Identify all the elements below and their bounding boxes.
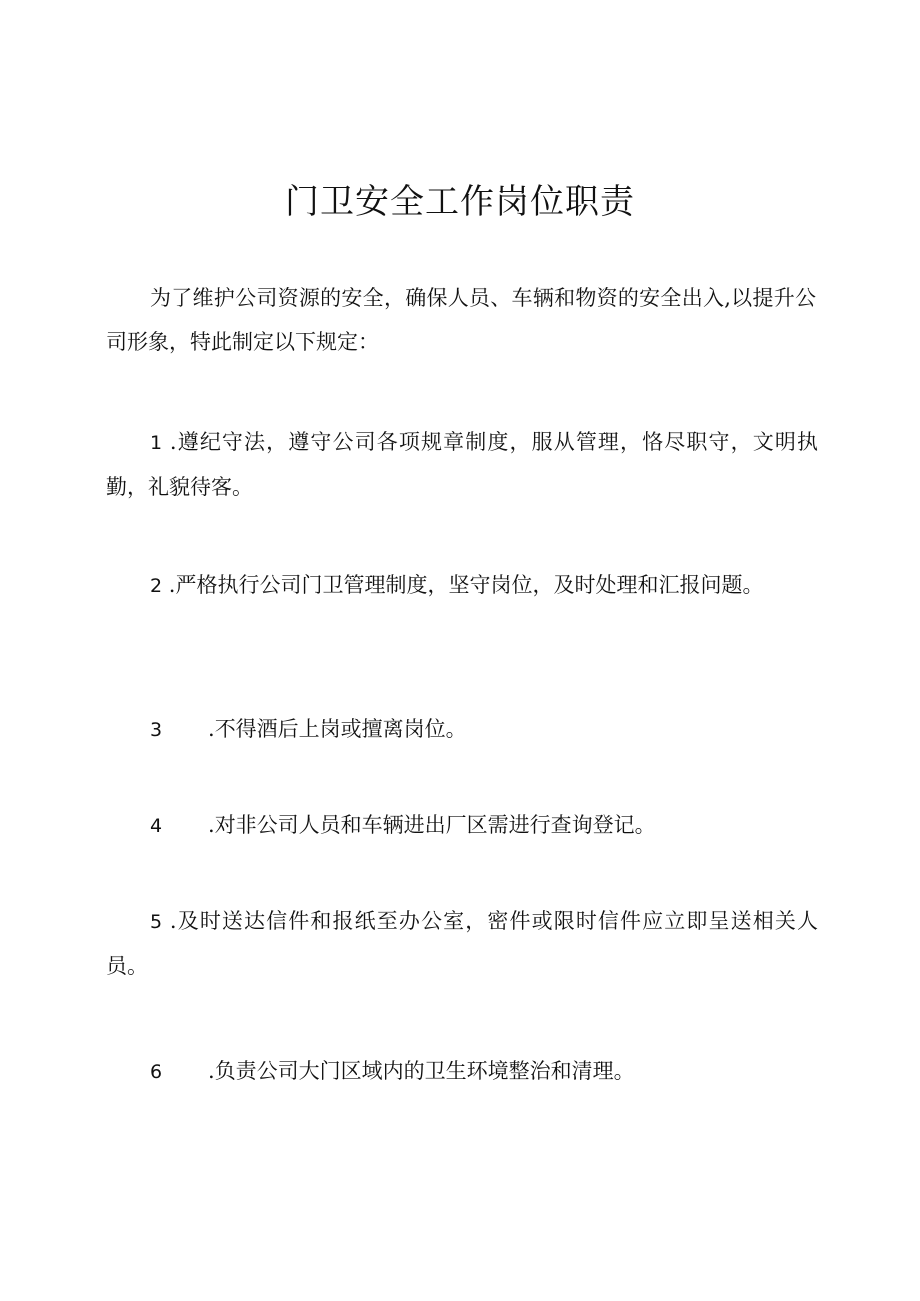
item-separator: .	[208, 717, 215, 741]
item-number: 5	[150, 911, 163, 933]
list-item	[106, 707, 818, 752]
list-item	[106, 899, 818, 988]
list-item	[106, 1049, 818, 1094]
list-item	[106, 563, 818, 608]
item-number: 3	[150, 719, 163, 741]
list-item	[106, 803, 818, 848]
item-number: 1	[150, 432, 163, 454]
item-separator: .	[169, 909, 177, 933]
item-text: 及时送达信件和报纸至办公室，密件或限时信件应立即呈送相关人员。	[106, 909, 818, 978]
item-separator: .	[208, 813, 215, 837]
item-separator: .	[208, 1059, 215, 1083]
intro-paragraph: 为了维护公司资源的安全，确保人员、车辆和物资的安全出入,以提升公司形象，特此制定以下规定：	[106, 286, 816, 354]
item-number: 6	[150, 1061, 163, 1083]
item-separator: .	[169, 430, 177, 454]
item-number: 4	[150, 815, 163, 837]
item-text: 负责公司大门区域内的卫生环境整治和清理。	[214, 1059, 635, 1083]
item-text: 遵纪守法，遵守公司各项规章制度，服从管理，恪尽职守，文明执勤，礼貌待客。	[106, 430, 818, 499]
item-text: 不得酒后上岗或擅离岗位。	[214, 717, 467, 741]
item-text: 对非公司人员和车辆进出厂区需进行查询登记。	[214, 813, 656, 837]
list-item	[106, 420, 818, 509]
item-separator: .	[168, 573, 176, 597]
document-title: 门卫安全工作岗位职责	[285, 182, 635, 222]
item-text: 严格执行公司门卫管理制度，坚守岗位，及时处理和汇报问题。	[175, 573, 764, 597]
item-number: 2	[150, 575, 163, 597]
